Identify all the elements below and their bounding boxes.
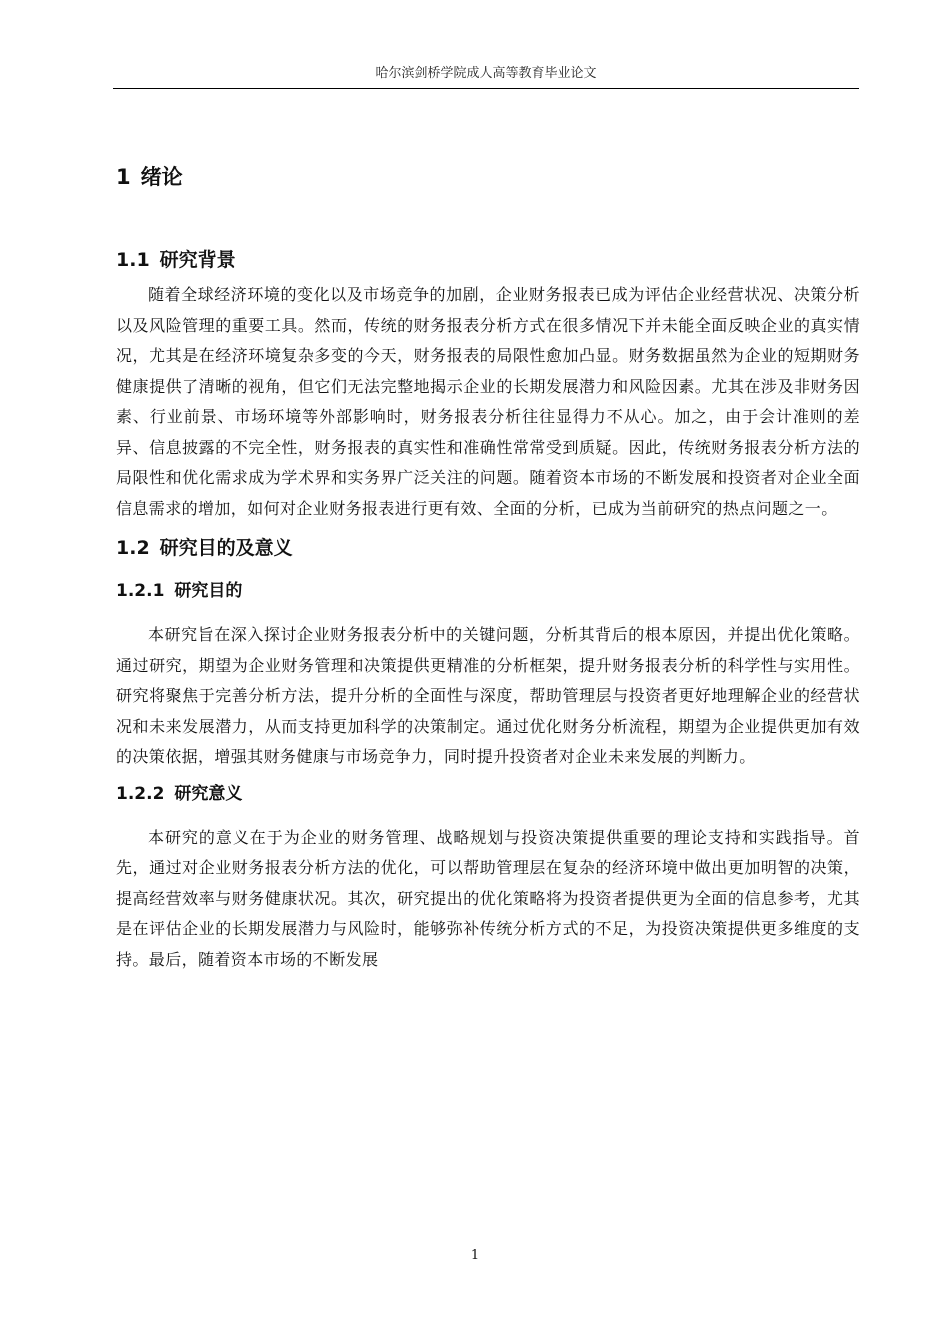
subsection-heading-1-2-1 (116, 576, 860, 606)
header-title: 哈尔滨剑桥学院成人高等教育毕业论文 (375, 66, 597, 81)
section-number: 1.2 (116, 537, 150, 559)
subsection-number: 1.2.1 (116, 581, 165, 601)
page-number: 1 (470, 1248, 480, 1263)
chapter-title: 绪论 (140, 165, 183, 189)
subsection-heading-1-2-2 (116, 779, 860, 809)
section-number: 1.1 (116, 249, 150, 271)
section-title: 研究背景 (159, 249, 236, 271)
section-heading-1-2 (116, 532, 860, 564)
chapter-heading (116, 160, 860, 194)
document-body (116, 160, 860, 975)
paragraph-significance: 本研究的意义在于为企业的财务管理、战略规划与投资决策提供重要的理论支持和实践指导。首先，通过对企业财务报表分析方法的优化，可以帮助管理层在复杂的经济环境中做出更加明智的决策，提高经营效率与财务健康状况。其次，研究提出的优化策略将为投资者提供更为全面的信息参考，尤其是在评估企业的长期发展潜力与风险时，能够弥补传统分析方式的不足，为投资决策提供更多维度的支持。最后，随着资本市场的不断发展 (116, 827, 860, 969)
subsection-number: 1.2.2 (116, 783, 165, 804)
paragraph-background: 随着全球经济环境的变化以及市场竞争的加剧，企业财务报表已成为评估企业经营状况、决策分析以及风险管理的重要工具。然而，传统的财务报表分析方式在很多情况下并未能全面反映企业的真实情况，尤其是在经济环境复杂多变的今天，财务报表的局限性愈加凸显。财务数据虽然为企业的短期财务健康提供了清晰的视角，但它们无法完整地揭示企业的长期发展潜力和风险因素。尤其在涉及非财务因素、行业前景、市场环境等外部影响时，财务报表分析往往显得力不从心。加之，由于会计准则的差异、信息披露的不完全性，财务报表的真实性和准确性常常受到质疑。因此，传统财务报表分析方法的局限性和优化需求成为学术界和实务界广泛关注的问题。随着资本市场的不断发展和投资者对企业全面信息需求的增加，如何对企业财务报表进行更有效、全面的分析，已成为当前研究的热点问题之一。 (116, 285, 860, 518)
section-heading-1-1 (116, 244, 860, 276)
page-header (113, 64, 859, 89)
section-title: 研究目的及意义 (159, 537, 293, 559)
subsection-title: 研究意义 (174, 783, 243, 804)
paragraph-purpose: 本研究旨在深入探讨企业财务报表分析中的关键问题，分析其背后的根本原因，并提出优化策略。通过研究，期望为企业财务管理和决策提供更精准的分析框架，提升财务报表分析的科学性与实用性。研究将聚焦于完善分析方法，提升分析的全面性与深度，帮助管理层与投资者更好地理解企业的经营状况和未来发展潜力，从而支持更加科学的决策制定。通过优化财务分析流程，期望为企业提供更加有效的决策依据，增强其财务健康与市场竞争力，同时提升投资者对企业未来发展的判断力。 (116, 625, 860, 766)
chapter-number: 1 (116, 165, 131, 189)
subsection-title: 研究目的 (174, 581, 243, 601)
